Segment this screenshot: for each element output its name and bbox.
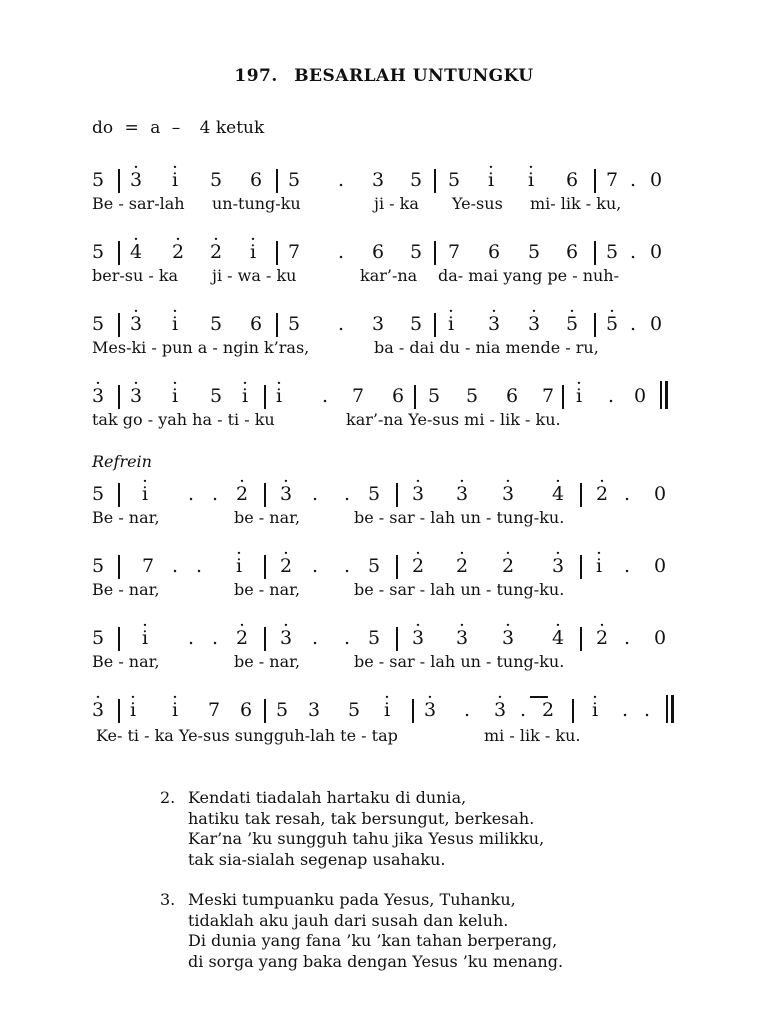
verse-line: Meski tumpuanku pada Yesus, Tuhanku, xyxy=(188,890,516,909)
note: 7 xyxy=(142,555,155,577)
barline xyxy=(580,627,582,651)
note: . xyxy=(338,313,345,335)
barline xyxy=(414,385,416,409)
barline xyxy=(572,699,574,723)
notation-row xyxy=(92,618,682,648)
song-title xyxy=(0,66,768,86)
note: · 2 xyxy=(502,557,514,576)
note: · i xyxy=(142,485,148,504)
lyric-syllables: be - sar - lah un - tung-ku. xyxy=(354,508,565,527)
note: 5 xyxy=(348,699,361,721)
note: 2 xyxy=(542,699,555,721)
note: · 3 xyxy=(92,701,104,720)
note: · 4 xyxy=(130,243,142,262)
note: . xyxy=(622,699,629,721)
note: 5 xyxy=(276,699,289,721)
barline xyxy=(118,313,120,337)
barline xyxy=(118,241,120,265)
note: · 2 xyxy=(236,485,248,504)
lyric-syllables: Be - nar, xyxy=(92,580,160,599)
final-barline xyxy=(660,381,668,409)
lyric-syllables: Be - nar, xyxy=(92,508,160,527)
note: · i xyxy=(242,387,248,406)
note: 5 xyxy=(288,313,301,335)
note: · 2 xyxy=(596,485,608,504)
note: 5 xyxy=(92,483,105,505)
final-barline xyxy=(666,695,674,723)
note: . xyxy=(344,555,351,577)
note: 5 xyxy=(210,313,223,335)
note: 5 xyxy=(92,169,105,191)
note: 5 xyxy=(368,483,381,505)
barline xyxy=(562,385,564,409)
barline xyxy=(396,627,398,651)
barline xyxy=(276,241,278,265)
verse-2 xyxy=(162,788,544,870)
note: 6 xyxy=(250,169,263,191)
lyric-syllables: kar’-na xyxy=(360,266,418,285)
key-beat: 4 ketuk xyxy=(199,118,265,138)
barline xyxy=(264,385,266,409)
lyric-syllables: ber-su - ka xyxy=(92,266,179,285)
note: 5 xyxy=(210,169,223,191)
barline xyxy=(276,313,278,337)
note: 7 xyxy=(448,241,461,263)
note: 5 xyxy=(410,313,423,335)
note: . xyxy=(630,313,637,335)
note: · i xyxy=(172,701,178,720)
notation-row xyxy=(92,232,682,262)
notation-row xyxy=(92,304,682,334)
note: · 3 xyxy=(488,315,500,334)
note: 0 xyxy=(634,385,647,407)
note: 6 xyxy=(566,169,579,191)
notation-row xyxy=(92,376,682,406)
key-dash: – xyxy=(171,118,181,138)
note: 5 xyxy=(210,385,223,407)
barline xyxy=(434,169,436,193)
note: 5 xyxy=(410,169,423,191)
note: · 3 xyxy=(494,701,506,720)
lyric-syllables: ji - wa - ku xyxy=(212,266,297,285)
note: · 3 xyxy=(280,629,292,648)
note: . xyxy=(322,385,329,407)
song-number: 197. xyxy=(234,66,278,86)
note: . xyxy=(464,699,471,721)
lyric-syllables: mi- lik - ku, xyxy=(530,194,622,213)
note: 5 xyxy=(368,555,381,577)
note: 5 xyxy=(466,385,479,407)
note: · 2 xyxy=(280,557,292,576)
key-note: a xyxy=(150,118,161,138)
note: · 3 xyxy=(502,485,514,504)
note: · 2 xyxy=(412,557,424,576)
barline xyxy=(264,627,266,651)
note: 5 xyxy=(92,555,105,577)
note: 5 xyxy=(428,385,441,407)
note: · i xyxy=(592,701,598,720)
note: 7 xyxy=(288,241,301,263)
verse-line: tidaklah aku jauh dari susah dan keluh. xyxy=(188,910,509,930)
note: 5 xyxy=(92,313,105,335)
note: · i xyxy=(172,171,178,190)
verse-line: di sorga yang baka dengan Yesus ’ku menang. xyxy=(188,951,564,971)
refrain-label: Refrein xyxy=(92,452,152,471)
note: · 2 xyxy=(210,243,222,262)
note: 0 xyxy=(650,241,663,263)
note: 3 xyxy=(372,169,385,191)
lyric-syllables: Ke- ti - ka Ye-sus sungguh-lah te - tap xyxy=(96,726,398,745)
note: . xyxy=(344,483,351,505)
notation-row xyxy=(92,690,682,720)
note: · 3 xyxy=(456,629,468,648)
note: . xyxy=(312,627,319,649)
note: 3 xyxy=(308,699,321,721)
note: · 5 xyxy=(566,315,578,334)
lyric-syllables: ba - dai du - nia mende - ru, xyxy=(374,338,599,357)
note: · 3 xyxy=(412,629,424,648)
note: . xyxy=(608,385,615,407)
note: 6 xyxy=(240,699,253,721)
note: · 4 xyxy=(552,485,564,504)
lyric-syllables: Be - nar, xyxy=(92,652,160,671)
note: . xyxy=(212,483,219,505)
note: · i xyxy=(488,171,494,190)
verse-line: hatiku tak resah, tak bersungut, berkesah. xyxy=(188,808,535,828)
verse-number: 3. xyxy=(160,890,176,909)
barline xyxy=(434,241,436,265)
note: · 3 xyxy=(280,485,292,504)
note: 0 xyxy=(654,627,667,649)
verse-line: Kendati tiadalah hartaku di dunia, xyxy=(188,788,467,807)
note: · 5 xyxy=(606,315,618,334)
note: 6 xyxy=(506,385,519,407)
notation-row xyxy=(92,474,682,504)
barline xyxy=(118,385,120,409)
note: . xyxy=(338,169,345,191)
verse-number: 2. xyxy=(160,788,176,807)
note: . xyxy=(520,699,527,721)
note: 5 xyxy=(410,241,423,263)
lyric-syllables: ji - ka xyxy=(374,194,419,213)
note: . xyxy=(630,241,637,263)
note: 6 xyxy=(372,241,385,263)
note: 5 xyxy=(92,241,105,263)
note: 6 xyxy=(392,385,405,407)
barline xyxy=(118,627,120,651)
note: 6 xyxy=(566,241,579,263)
barline xyxy=(264,699,266,723)
note: 5 xyxy=(368,627,381,649)
note: . xyxy=(630,169,637,191)
note: 7 xyxy=(208,699,221,721)
barline xyxy=(434,313,436,337)
note: 5 xyxy=(606,241,619,263)
note: . xyxy=(188,483,195,505)
note: · 3 xyxy=(552,557,564,576)
barline xyxy=(594,313,596,337)
barline xyxy=(118,483,120,507)
note: 6 xyxy=(488,241,501,263)
lyric-syllables: be - nar, xyxy=(234,580,301,599)
note: · 3 xyxy=(130,387,142,406)
barline xyxy=(118,699,120,723)
lyric-syllables: Mes-ki - pun a - ngin k’ras, xyxy=(92,338,310,357)
barline xyxy=(276,169,278,193)
note: . xyxy=(338,241,345,263)
barline xyxy=(594,169,596,193)
note: 0 xyxy=(650,169,663,191)
note: 6 xyxy=(250,313,263,335)
note: . xyxy=(188,627,195,649)
note: · i xyxy=(384,701,390,720)
note: · 2 xyxy=(172,243,184,262)
barline xyxy=(580,483,582,507)
verse-line: tak sia-sialah segenap usahaku. xyxy=(188,849,446,869)
lyric-syllables: be - nar, xyxy=(234,508,301,527)
note: · 2 xyxy=(456,557,468,576)
note: . xyxy=(344,627,351,649)
note: . xyxy=(172,555,179,577)
song-title-text: BESARLAH UNTUNGKU xyxy=(294,66,534,86)
lyric-syllables: mi - lik - ku. xyxy=(484,726,581,745)
note: 7 xyxy=(542,385,555,407)
note: · 4 xyxy=(552,629,564,648)
note: . xyxy=(212,627,219,649)
note: · 3 xyxy=(456,485,468,504)
lyric-syllables: be - nar, xyxy=(234,652,301,671)
note: · 3 xyxy=(130,171,142,190)
barline xyxy=(118,555,120,579)
note: 0 xyxy=(654,555,667,577)
note: 5 xyxy=(288,169,301,191)
barline xyxy=(118,169,120,193)
key-signature xyxy=(92,118,270,138)
note: 5 xyxy=(448,169,461,191)
barline xyxy=(264,483,266,507)
note: 5 xyxy=(92,627,105,649)
verse-3 xyxy=(162,890,563,972)
note: · i xyxy=(596,557,602,576)
note: · i xyxy=(172,315,178,334)
note: · i xyxy=(236,557,242,576)
lyric-syllables: Ye-sus xyxy=(452,194,503,213)
notation-row xyxy=(92,160,682,190)
note: . xyxy=(624,555,631,577)
notation-row xyxy=(92,546,682,576)
note: · i xyxy=(250,243,256,262)
note: · i xyxy=(448,315,454,334)
lyric-syllables: un-tung-ku xyxy=(212,194,301,213)
note: · 3 xyxy=(424,701,436,720)
note: 0 xyxy=(650,313,663,335)
note: · i xyxy=(172,387,178,406)
lyric-syllables: tak go - yah ha - ti - ku xyxy=(92,410,275,429)
key-do: do xyxy=(92,118,114,138)
key-equals: = xyxy=(124,118,139,138)
note: · i xyxy=(528,171,534,190)
note: · 3 xyxy=(528,315,540,334)
note: 7 xyxy=(352,385,365,407)
note: 0 xyxy=(654,483,667,505)
note: · 3 xyxy=(130,315,142,334)
barline xyxy=(580,555,582,579)
lyric-syllables: kar’-na Ye-sus mi - lik - ku. xyxy=(346,410,561,429)
note: . xyxy=(644,699,651,721)
note: · 3 xyxy=(412,485,424,504)
barline xyxy=(396,555,398,579)
note: . xyxy=(624,483,631,505)
note: . xyxy=(624,627,631,649)
note: · i xyxy=(576,387,582,406)
lyric-syllables: da- mai yang pe - nuh- xyxy=(438,266,620,285)
note: · 2 xyxy=(596,629,608,648)
note: 3 xyxy=(372,313,385,335)
note: · i xyxy=(130,701,136,720)
lyric-syllables: be - sar - lah un - tung-ku. xyxy=(354,652,565,671)
note: · 3 xyxy=(92,387,104,406)
verse-line: Di dunia yang fana ’ku ’kan tahan berperang, xyxy=(188,931,558,950)
note: . xyxy=(312,555,319,577)
barline xyxy=(264,555,266,579)
note: · i xyxy=(276,387,282,406)
note: · 3 xyxy=(502,629,514,648)
note: 7 xyxy=(606,169,619,191)
note: 5 xyxy=(528,241,541,263)
lyric-syllables: Be - sar-lah xyxy=(92,194,185,213)
verse-line: Kar’na ’ku sungguh tahu jika Yesus milikku, xyxy=(188,829,545,848)
barline xyxy=(594,241,596,265)
note: . xyxy=(312,483,319,505)
note: . xyxy=(196,555,203,577)
barline xyxy=(396,483,398,507)
barline xyxy=(412,699,414,723)
lyric-syllables: be - sar - lah un - tung-ku. xyxy=(354,580,565,599)
note: · 2 xyxy=(236,629,248,648)
note: · i xyxy=(142,629,148,648)
